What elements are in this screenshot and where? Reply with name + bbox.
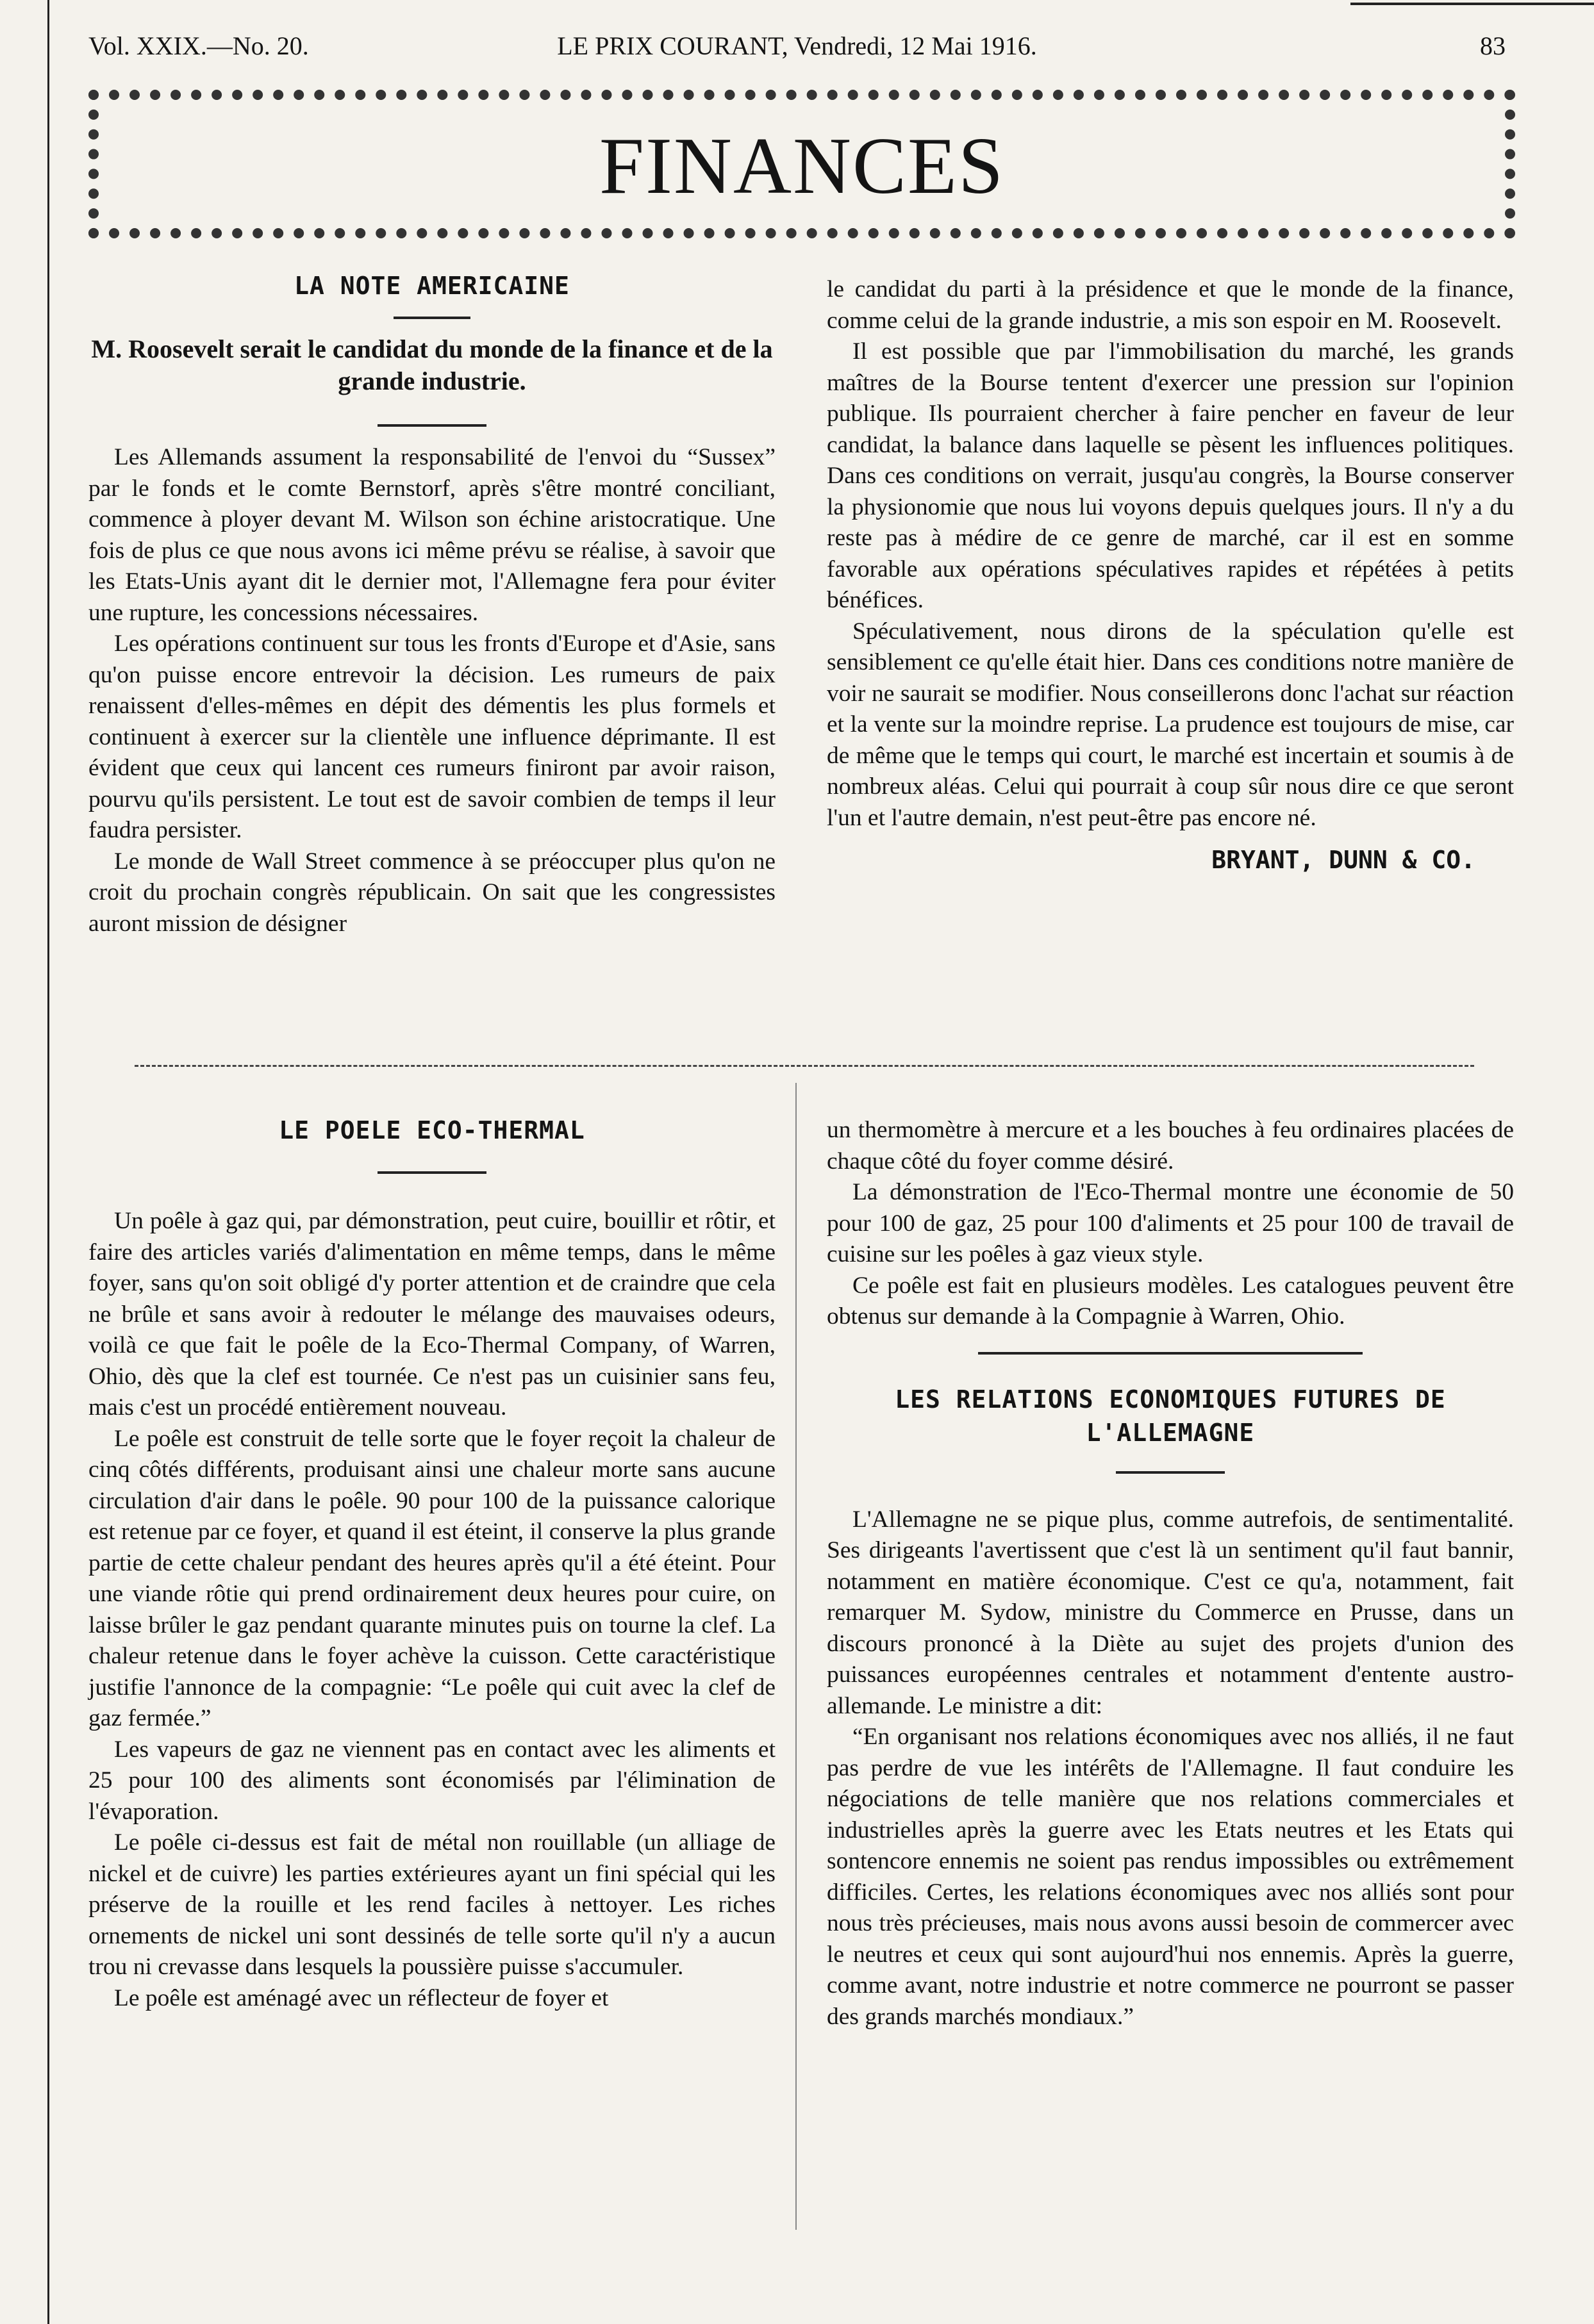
title-rule bbox=[378, 1171, 486, 1174]
article2-left-paragraph: Le poêle ci-dessus est fait de métal non rouillable (un alliage de nickel et de cuivre) les parties extérieures ayant un fini spécial qui les préserve de la rouille et les rend faciles à nettoyer. Les riches ornements de nickel uni sont dessinés de telle sorte qu'il n'y a aucun trou ni crevasse dans lesquels la poussière puisse s'accumuler. bbox=[88, 1829, 776, 1980]
article1-right-paragraph: Spéculativement, nous dirons de la spéculation qu'elle est sensiblement ce qu'elle était hier. Dans ces conditions notre manière de voir ne saurait se modifier. Nous conseillerons donc l'achat sur réaction et la vente sur la moindre reprise. La prudence est toujours de mise, car de même que le temps qui court, le marché est incertain et soumis à de nombreux aléas. Celui qui pourrait à coup sûr nous dire ce que seront l'un et l'autre demain, n'est peut-être pas encore né. bbox=[827, 618, 1514, 831]
article2-left-column bbox=[88, 1114, 776, 2014]
article2-left-paragraph: Les vapeurs de gaz ne viennent pas en contact avec les aliments et 25 pour 100 des aliments sont économisés par l'élimination de l'évaporation. bbox=[88, 1736, 776, 1825]
column-divider bbox=[795, 1083, 797, 2230]
title-rule bbox=[1116, 1471, 1225, 1474]
page-edge-line bbox=[47, 0, 49, 2324]
article2-left-paragraph: Le poêle est construit de telle sorte que le foyer reçoit la chaleur de cinq côtés différents, produisant ainsi une chaleur morte sans aucune circulation d'air dans le poêle. 90 pour 100 de la puissance calorique est retenue par ce foyer, et quand il est éteint, il conserve la plus grande partie de cette chaleur pendant des heures après qu'il a été éteint. Pour une viande rôtie qui prend ordinairement deux heures pour cuire, on laisse brûler le gaz pendant quarante minutes puis on tourne la clef. La chaleur retenue dans le foyer achève la cuisson. Cette caractéristique justifie l'annonce de la compagnie: “Le poêle qui cuit avec la clef de gaz fermée.” bbox=[88, 1425, 776, 1731]
page-number: 83 bbox=[1480, 31, 1506, 60]
article1-left-paragraph: Le monde de Wall Street commence à se préoccuper plus qu'on ne croit du prochain congrès républicain. On sait que les congressistes auront mission de désigner bbox=[88, 848, 776, 937]
article2-right-paragraph: un thermomètre à mercure et a les bouches à feu ordinaires placées de chaque côté du foyer comme désiré. bbox=[827, 1117, 1514, 1174]
article1-left-column bbox=[88, 269, 776, 939]
article3-paragraph: “En organisant nos relations économiques avec nos alliés, il ne faut pas perdre de vue les intérêts de l'Allemagne. Il faut conduire les négociations de telle manière que nos relations commerciales et industrielles après la guerre avec les Etats neutres et les Etats qui sontencore ennemis ne soient pas rendus impossibles ou extrêmement difficiles. Certes, les relations économiques avec nos alliés sont pour nous très précieuses, mais nous avons aussi besoin de commercer avec le neutres et ceux qui sont aujourd'hui nos ennemis. Après la guerre, comme avant, notre industrie et notre commerce ne pourront se passer des grands marchés mondiaux.” bbox=[827, 1724, 1514, 2030]
article3-paragraph: L'Allemagne ne se pique plus, comme autrefois, de sentimentalité. Ses dirigeants l'avertissent que c'est là un sentiment qu'il faut bannir, notamment en matière économique. C'est ce qu'a, notamment, fait remarquer M. Sydow, ministre du Commerce en Prusse, dans un discours prononcé à la Diète au sujet des projets d'union des puissances européennes centrales et notamment d'entente austro-allemande. Le ministre a dit: bbox=[827, 1506, 1514, 1719]
article2-right-column bbox=[827, 1115, 1514, 2032]
article-separator-rule bbox=[978, 1352, 1363, 1355]
article2-title: LE POELE ECO-THERMAL bbox=[279, 1116, 585, 1144]
article2-left-paragraph: Un poêle à gaz qui, par démonstration, peut cuire, bouillir et rôtir, et faire des articles variés d'alimentation en même temps, dans le même foyer, sans qu'on soit obligé d'y porter attention et de craindre que cela ne brûle et sans avoir à redouter le mélange des mauvaises odeurs, voilà ce que fait le poêle de la Eco-Thermal Company, of Warren, Ohio, dès que la clef est tournée. Ce n'est pas un cuisinier sans feu, mais c'est un procédé entièrement nouveau. bbox=[88, 1208, 776, 1421]
article1-subtitle: M. Roosevelt serait le candidat du monde de la finance et de la grande industrie. bbox=[91, 334, 773, 395]
title-rule bbox=[394, 317, 470, 319]
section-title: FINANCES bbox=[599, 122, 1005, 211]
article1-left-paragraph: Les Allemands assument la responsabilité de l'envoi du “Sussex” par le fonds et le comte Bernstorf, après s'être montré conciliant, commence à ployer devant M. Wilson son échine aristocratique. Une fois de plus ce que nous avons ici même prévu se réalise, à savoir que les Etats-Unis ayant dit le dernier mot, l'Allemagne fera pour éviter une rupture, les concessions nécessaires. bbox=[88, 444, 776, 626]
running-head bbox=[88, 27, 1506, 65]
article2-right-paragraph: La démonstration de l'Eco-Thermal montre une économie de 50 pour 100 de gaz, 25 pour 100 d'aliments et 25 pour 100 de travail de cuisine sur les poêles à gaz vieux style. bbox=[827, 1179, 1514, 1267]
article1-signature: BRYANT, DUNN & CO. bbox=[1211, 846, 1475, 874]
section-divider bbox=[135, 1065, 1474, 1067]
journal-dateline: LE PRIX COURANT, Vendredi, 12 Mai 1916. bbox=[557, 31, 1037, 60]
article1-title: LA NOTE AMERICAINE bbox=[294, 272, 570, 300]
article1-right-paragraph: Il est possible que par l'immobilisation du marché, les grands maîtres de la Bourse tentent d'exercer une pression sur l'opinion publique. Ils pourraient chercher à faire pencher en faveur de leur candidat, la balance dans laquelle se pèsent les influences politiques. Dans ces conditions on verrait, jusqu'au congrès, la Bourse conserver la physionomie que nous lui voyons depuis quelques jours. Il n'y a du reste pas à médire de ce genre de marché, car il est en somme favorable aux opérations spéculatives rapides et répétées à petits bénéfices. bbox=[827, 338, 1514, 613]
article2-right-paragraph: Ce poêle est fait en plusieurs modèles. Les catalogues peuvent être obtenus sur demande à la Compagnie à Warren, Ohio. bbox=[827, 1272, 1514, 1330]
article3-title: LES RELATIONS ECONOMIQUES FUTURES DE L'ALLEMAGNE bbox=[895, 1385, 1446, 1447]
article1-right-paragraph: le candidat du parti à la présidence et que le monde de la finance, comme celui de la grande industrie, a mis son espoir en M. Roosevelt. bbox=[827, 276, 1514, 334]
subtitle-rule bbox=[378, 424, 486, 427]
article1-left-paragraph: Les opérations continuent sur tous les fronts d'Europe et d'Asie, sans qu'on puisse encore entrevoir la décision. Les rumeurs de paix renaissent d'elles-mêmes en dépit des démentis les plus formels et continuent à exercer sur la clientèle une influence déprimante. Il est évident que ceux qui lancent ces rumeurs finiront par avoir raison, pourvu qu'ils persistent. Le tout est de savoir combien de temps il leur faudra persister. bbox=[88, 630, 776, 843]
top-edge-rule bbox=[1350, 3, 1594, 5]
volume-label: Vol. XXIX.—No. 20. bbox=[88, 31, 309, 60]
section-banner bbox=[88, 90, 1515, 238]
article1-right-column bbox=[827, 274, 1514, 876]
article2-left-paragraph: Le poêle est aménagé avec un réflecteur de foyer et bbox=[114, 1984, 609, 2011]
